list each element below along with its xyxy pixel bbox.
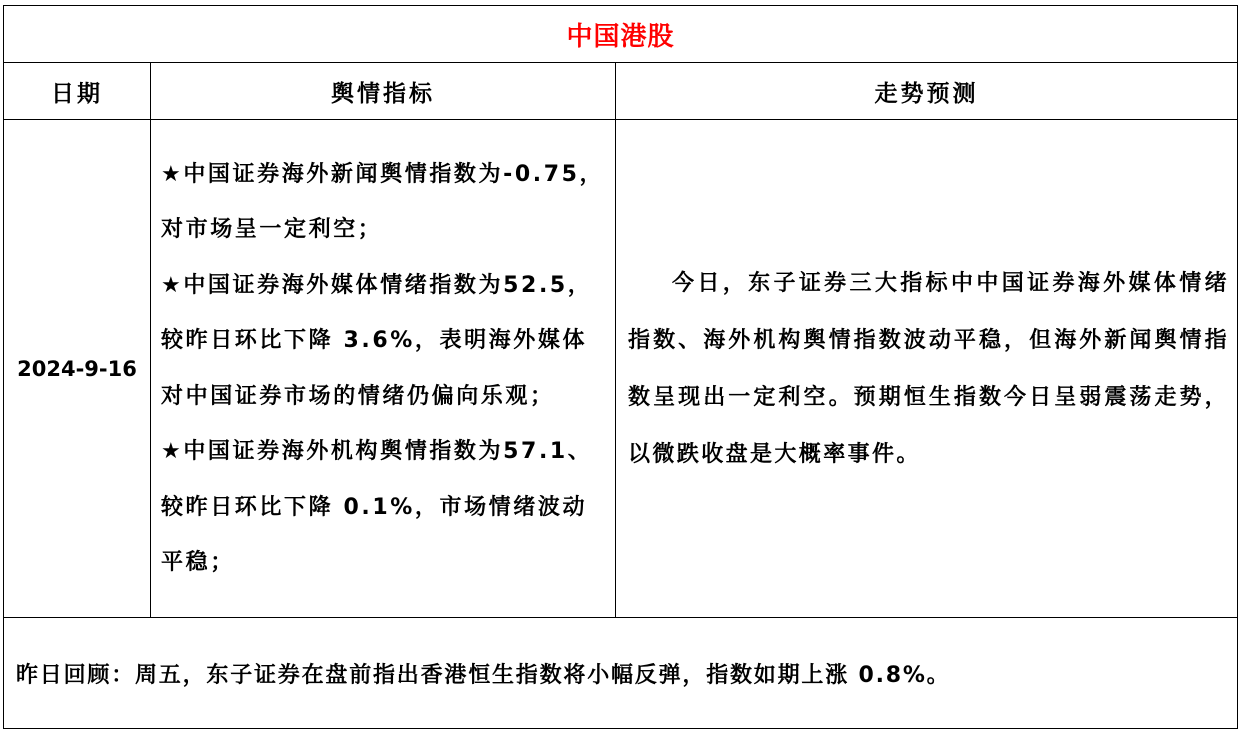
star-icon: ★ <box>161 161 184 187</box>
data-row <box>4 120 1238 618</box>
report-title: 中国港股 <box>4 6 1238 63</box>
indicator-media <box>161 258 607 425</box>
forecast-text: 今日，东子证券三大指标中中国证券海外媒体情绪指数、海外机构舆情指数波动平稳，但海外新闻舆情指数呈现出一定利空。预期恒生指数今日呈弱震荡走势，以微跌收盘是大概率事件。 <box>628 270 1230 467</box>
review-text: 昨日回顾：周五，东子证券在盘前指出香港恒生指数将小幅反弹，指数如期上涨 0.8%。 <box>4 618 1238 729</box>
header-forecast: 走势预测 <box>616 63 1238 120</box>
header-indicators: 舆情指标 <box>151 63 616 120</box>
review-row <box>4 618 1238 729</box>
indicator-news-text: 中国证券海外新闻舆情指数为-0.75，对市场呈一定利空； <box>161 161 605 242</box>
indicator-media-text: 中国证券海外媒体情绪指数为52.5，较昨日环比下降 3.6%，表明海外媒体对中国证券市场的情绪仍偏向乐观； <box>161 272 593 409</box>
star-icon: ★ <box>161 439 184 464</box>
hk-stock-report-table <box>3 5 1238 729</box>
star-icon: ★ <box>161 272 184 298</box>
header-row <box>4 63 1238 120</box>
row-date: 2024-9-16 <box>4 120 151 618</box>
indicators-cell <box>151 120 616 618</box>
header-date: 日期 <box>4 63 151 120</box>
forecast-cell <box>616 120 1238 618</box>
title-row <box>4 6 1238 63</box>
indicator-news <box>161 147 607 258</box>
indicator-institution <box>161 424 607 591</box>
indicator-institution-text: 中国证券海外机构舆情指数为57.1、较昨日环比下降 0.1%，市场情绪波动平稳； <box>161 439 593 575</box>
